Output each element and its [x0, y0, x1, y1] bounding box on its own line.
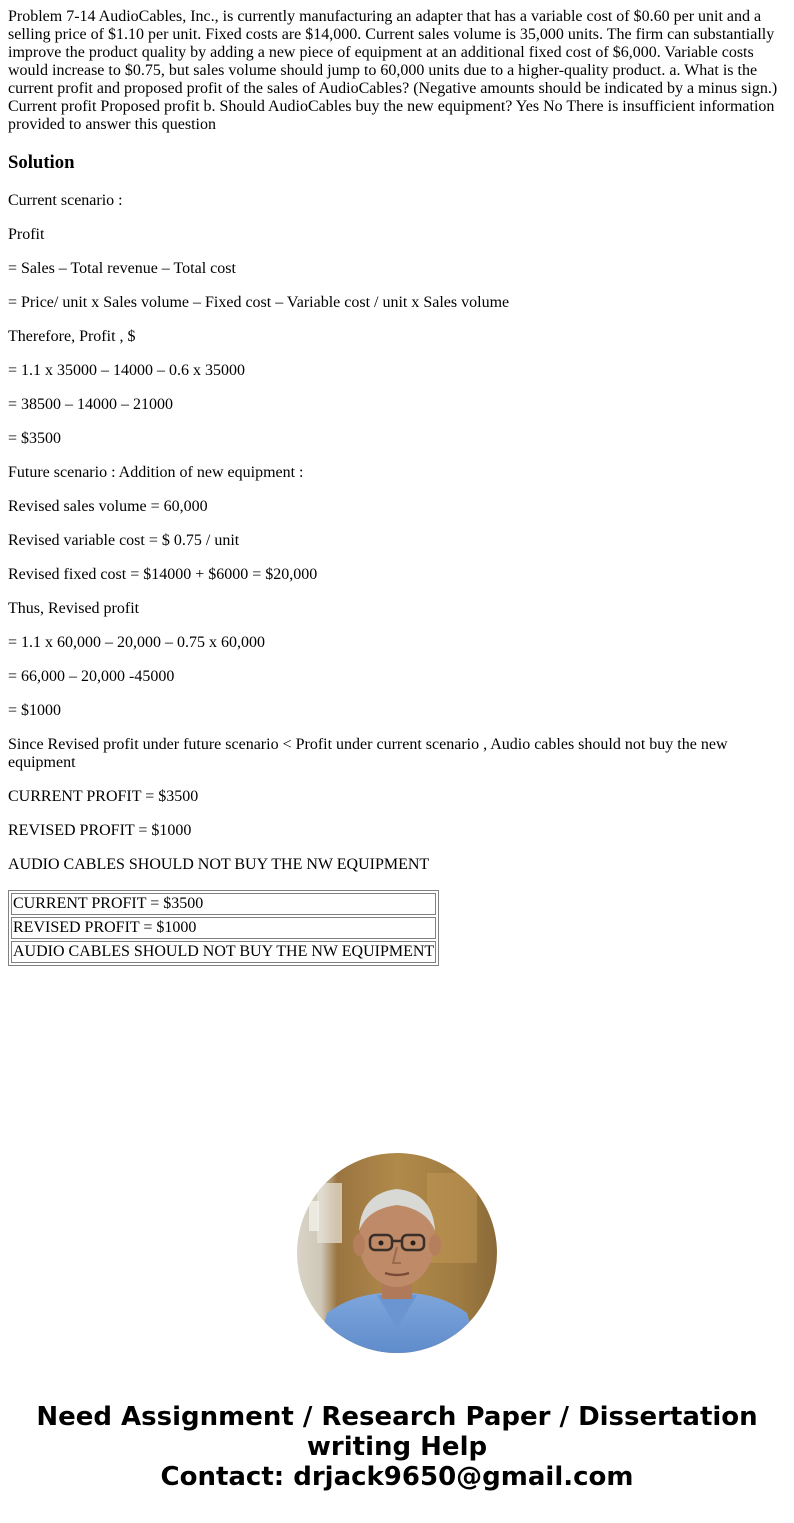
table-row [11, 917, 436, 939]
solution-line: = 1.1 x 60,000 – 20,000 – 0.75 x 60,000 [8, 634, 266, 651]
solution-line: = 66,000 – 20,000 -45000 [8, 668, 175, 685]
author-avatar [297, 1153, 497, 1353]
solution-line: = 38500 – 14000 – 21000 [8, 396, 174, 413]
solution-line: Since Revised profit under future scenario < Profit under current scenario , Audio cables should not buy the new equipment [8, 736, 728, 771]
solution-line: Thus, Revised profit [8, 600, 140, 617]
solution-line: CURRENT PROFIT = $3500 [8, 788, 199, 805]
table-row [11, 941, 436, 963]
promo-line: writing Help [306, 1432, 488, 1462]
solution-line: = 1.1 x 35000 – 14000 – 0.6 x 35000 [8, 362, 246, 379]
solution-line: Future scenario : Addition of new equipment : [8, 464, 304, 481]
promo-line: Need Assignment / Research Paper / Dissertation [36, 1402, 758, 1432]
solution-heading: Solution [8, 152, 75, 173]
solution-line: = $1000 [8, 702, 62, 719]
table-cell: AUDIO CABLES SHOULD NOT BUY THE NW EQUIPMENT [11, 941, 436, 963]
avatar-portrait-image [297, 1153, 497, 1353]
solution-line: Revised variable cost = $ 0.75 / unit [8, 532, 240, 549]
solution-line: Revised fixed cost = $14000 + $6000 = $20,000 [8, 566, 318, 583]
table-cell: REVISED PROFIT = $1000 [11, 917, 436, 939]
table-row [11, 893, 436, 915]
table-cell: CURRENT PROFIT = $3500 [11, 893, 436, 915]
solution-line: = $3500 [8, 430, 62, 447]
solution-line: Therefore, Profit , $ [8, 328, 136, 345]
promo-banner [0, 1402, 794, 1492]
solution-line: Current scenario : [8, 192, 123, 209]
solution-line: Profit [8, 226, 45, 243]
solution-body [8, 192, 786, 874]
solution-line: Revised sales volume = 60,000 [8, 498, 208, 515]
solution-line: = Price/ unit x Sales volume – Fixed cost – Variable cost / unit x Sales volume [8, 294, 510, 311]
promo-contact: Contact: drjack9650@gmail.com [160, 1462, 634, 1492]
problem-statement: Problem 7-14 AudioCables, Inc., is currently manufacturing an adapter that has a variable cost of $0.60 per unit and a selling price of $1.10 per unit. Fixed costs are $14,000. Current sales volume is 35,000 units. The firm can substantially improve the product quality by adding a new piece of equipment at an additional fixed cost of $6,000. Variable costs would increase to $0.75, but sales volume should jump to 60,000 units due to a higher-quality product. a. What is the current profit and proposed profit of the sales of AudioCables? (Negative amounts should be indicated by a minus sign.) Current profit Proposed profit b. Should AudioCables buy the new equipment? Yes No There is insufficient information provided to answer this question [8, 8, 778, 133]
solution-line: REVISED PROFIT = $1000 [8, 822, 192, 839]
summary-table [8, 890, 439, 966]
solution-line: AUDIO CABLES SHOULD NOT BUY THE NW EQUIPMENT [8, 856, 430, 873]
solution-line: = Sales – Total revenue – Total cost [8, 260, 236, 277]
